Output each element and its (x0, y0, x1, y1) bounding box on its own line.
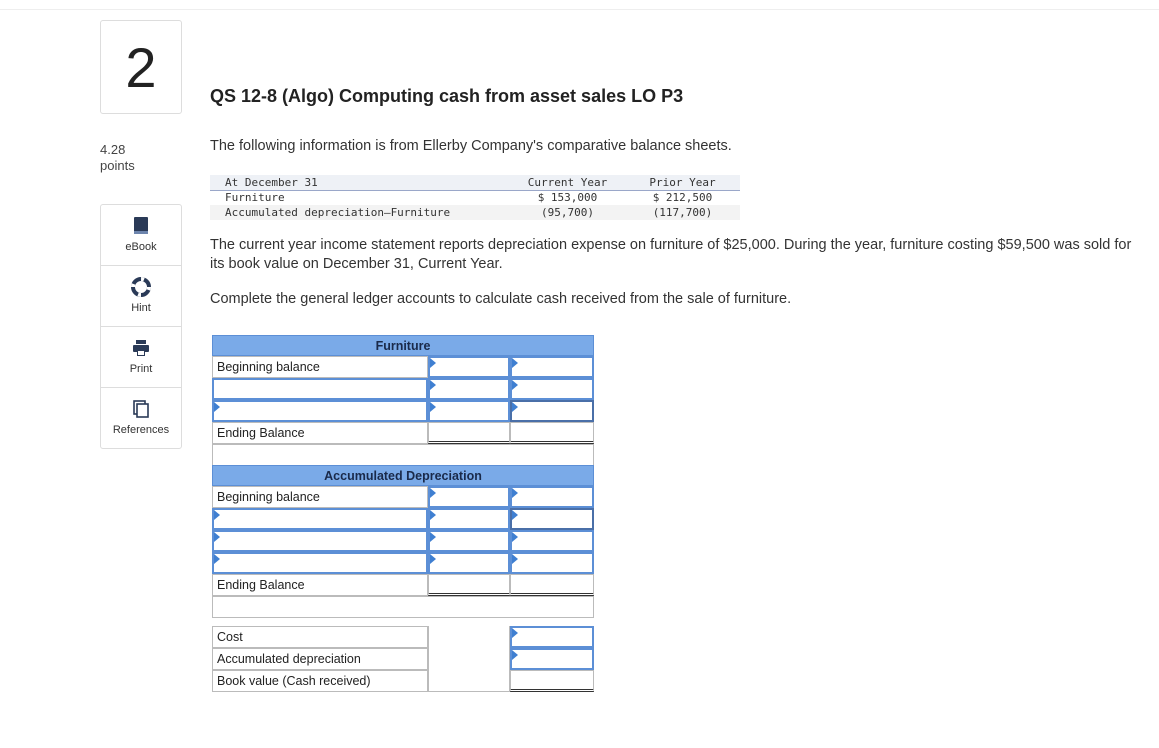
beginning-balance-label: Beginning balance (212, 486, 428, 508)
accumulated-depreciation-input[interactable] (510, 648, 594, 670)
ending-balance-label: Ending Balance (212, 422, 428, 444)
beginning-balance-label: Beginning balance (212, 356, 428, 378)
furniture-ledger (212, 335, 594, 466)
question-title: QS 12-8 (Algo) Computing cash from asset sales LO P3 (210, 86, 684, 106)
top-divider (0, 9, 1159, 10)
question-paragraph-2: Complete the general ledger accounts to calculate cash received from the sale of furniture. (210, 291, 792, 307)
furniture-ledger-title: Furniture (212, 335, 594, 356)
book-value-label: Book value (Cash received) (212, 670, 428, 692)
hint-button[interactable] (101, 266, 181, 327)
ledger-row (212, 378, 594, 400)
accum-entry1-debit-input[interactable] (428, 508, 510, 530)
ledger-row (212, 552, 594, 574)
accum-beginning-debit-input[interactable] (428, 486, 510, 508)
furniture-entry-credit-input[interactable] (510, 378, 594, 400)
header-current-year: Current Year (510, 175, 625, 190)
ledger-row (212, 530, 594, 552)
ledger-row (212, 400, 594, 422)
header-prior-year: Prior Year (625, 175, 740, 190)
question-intro: The following information is from Ellerby Company's comparative balance sheets. (210, 138, 732, 154)
points-value: 4.28 (100, 142, 126, 157)
ledger-spacer (212, 444, 594, 466)
tools-panel (100, 204, 182, 449)
furniture-entry2-credit-input[interactable] (510, 400, 594, 422)
table-row (210, 190, 740, 205)
accum-entry2-credit-input[interactable] (510, 530, 594, 552)
ledger-row (212, 356, 594, 378)
row-label: Accumulated depreciation—Furniture (210, 205, 510, 220)
points-display (100, 142, 135, 174)
ledger-row (212, 422, 594, 444)
accum-depreciation-ledger (212, 465, 594, 618)
ledger-row (212, 486, 594, 508)
accum-entry3-debit-input[interactable] (428, 552, 510, 574)
references-label: References (112, 424, 170, 436)
print-button[interactable] (101, 327, 181, 388)
row-current: (95,700) (510, 205, 625, 220)
printer-icon (130, 337, 152, 359)
furniture-entry2-label-input[interactable] (212, 400, 428, 422)
accum-entry1-label-input[interactable] (212, 508, 428, 530)
accum-ledger-title: Accumulated Depreciation (212, 465, 594, 486)
book-value-result (510, 670, 594, 692)
accum-ending-credit (510, 574, 594, 596)
question-paragraph-1: The current year income statement reports depreciation expense on furniture of $25,000. During the year, furniture costing $59,500 was sold for its book value on December 31, Current Year. (210, 237, 1132, 272)
lifebuoy-icon (130, 276, 152, 298)
summary-spacer-cell (428, 648, 510, 670)
accum-entry3-label-input[interactable] (212, 552, 428, 574)
accum-ending-debit (428, 574, 510, 596)
furniture-beginning-credit-input[interactable] (510, 356, 594, 378)
furniture-entry-label-input[interactable] (212, 378, 428, 400)
points-label: points (100, 158, 135, 173)
hint-label: Hint (131, 302, 151, 314)
row-current: $ 153,000 (537, 191, 598, 205)
ledger-row (212, 574, 594, 596)
summary-spacer-cell (428, 626, 510, 648)
summary-row (212, 670, 594, 692)
furniture-entry-debit-input[interactable] (428, 378, 510, 400)
accum-entry1-credit-input[interactable] (510, 508, 594, 530)
row-label: Furniture (225, 191, 285, 205)
book-icon (130, 215, 152, 237)
furniture-entry2-debit-input[interactable] (428, 400, 510, 422)
furniture-ending-debit (428, 422, 510, 444)
accum-entry2-label-input[interactable] (212, 530, 428, 552)
summary-row (212, 648, 594, 670)
balance-sheet-header (210, 175, 740, 190)
accum-entry3-credit-input[interactable] (510, 552, 594, 574)
ending-balance-label: Ending Balance (212, 574, 428, 596)
furniture-ending-credit (510, 422, 594, 444)
furniture-beginning-debit-input[interactable] (428, 356, 510, 378)
question-number: 2 (100, 20, 182, 114)
row-prior: $ 212,500 (652, 191, 713, 205)
accum-entry2-debit-input[interactable] (428, 530, 510, 552)
balance-sheet-table (210, 175, 740, 220)
ebook-button[interactable] (101, 205, 181, 266)
ledger-row (212, 508, 594, 530)
accum-beginning-credit-input[interactable] (510, 486, 594, 508)
cash-summary-table (212, 626, 594, 692)
documents-icon (130, 398, 152, 420)
summary-row (212, 626, 594, 648)
ledger-spacer (212, 596, 594, 618)
cost-input[interactable] (510, 626, 594, 648)
summary-spacer-cell (428, 670, 510, 692)
print-label: Print (129, 363, 153, 375)
references-button[interactable] (101, 388, 181, 449)
row-prior: (117,700) (625, 205, 740, 220)
ebook-label: eBook (125, 241, 157, 253)
header-date: At December 31 (210, 175, 510, 190)
table-row (210, 205, 740, 220)
accumulated-depreciation-label: Accumulated depreciation (212, 648, 428, 670)
cost-label: Cost (212, 626, 428, 648)
